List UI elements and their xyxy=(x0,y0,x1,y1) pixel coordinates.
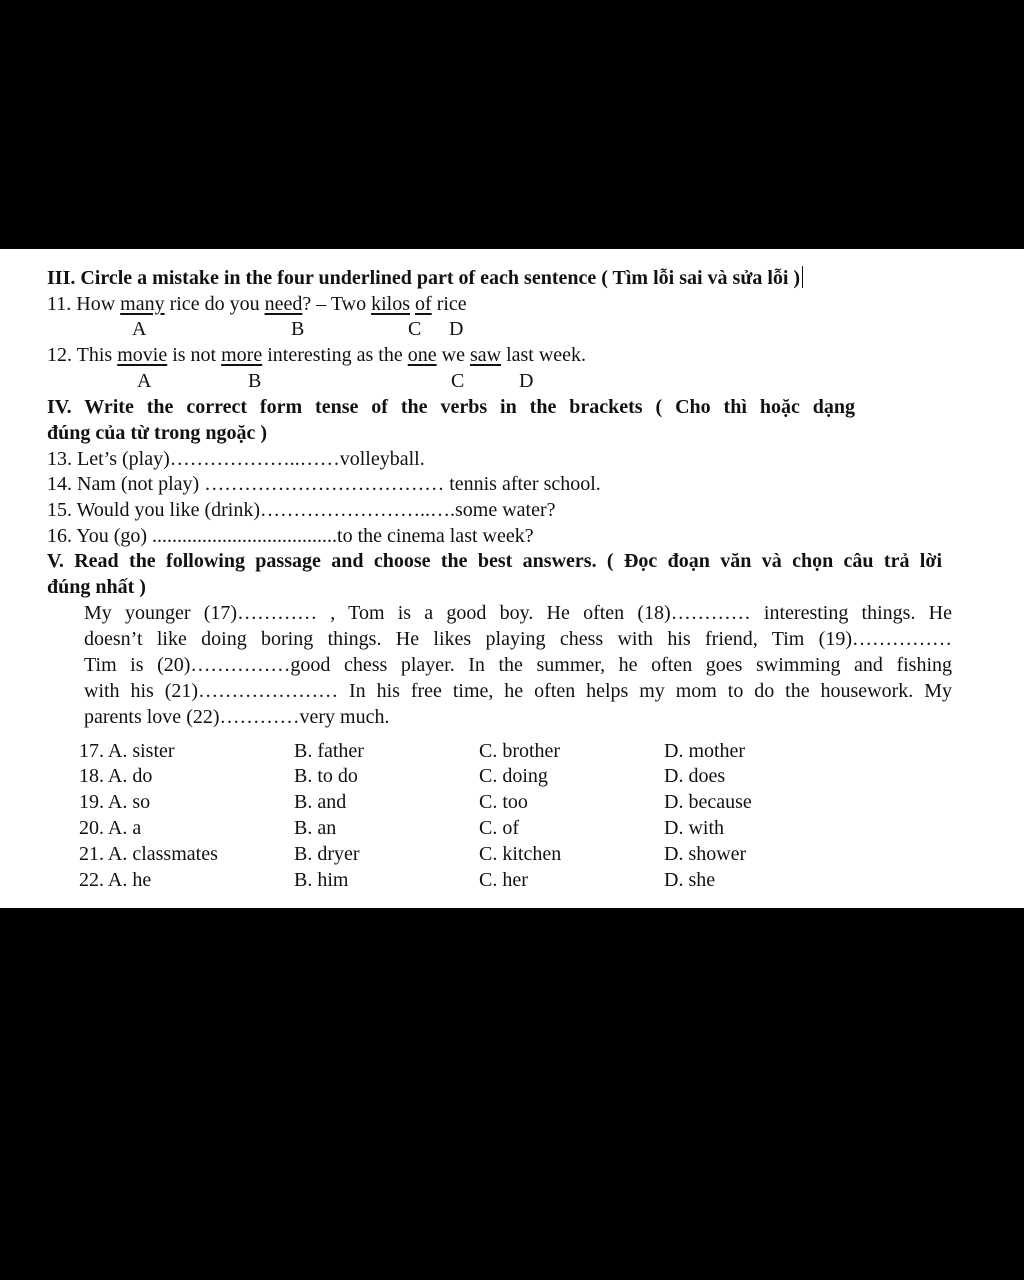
section-iv-heading: IV. Write the correct form tense of the verbs in the brackets ( Cho thì hoặc dạng xyxy=(47,396,855,418)
passage-line: with his (21)………………… In his free time, he often helps my mom to do the housework. My xyxy=(84,680,952,702)
passage-line: doesn’t like doing boring things. He likes playing chess with his friend, Tim (19)…………… xyxy=(84,628,952,650)
option-22-a: 22. A. he xyxy=(79,869,152,891)
option-17-c: C. brother xyxy=(479,740,561,762)
option-20-d: D. with xyxy=(664,817,724,839)
q11-underlined-d: of xyxy=(415,293,432,315)
text-cursor xyxy=(802,266,803,288)
passage-line: Tim is (20)……………good chess player. In the summer, he often goes swimming and fishing xyxy=(84,654,952,676)
section-iii-heading xyxy=(47,266,803,290)
option-19-c: C. too xyxy=(479,791,528,813)
question-15: 15. Would you like (drink)……………………..….some water? xyxy=(47,499,556,521)
q12-text: 12. This xyxy=(47,344,118,366)
option-17-a: 17. A. sister xyxy=(79,740,175,762)
passage-line: parents love (22)…………very much. xyxy=(84,706,390,728)
question-13: 13. Let’s (play)………………..……volleyball. xyxy=(47,448,425,470)
option-19-b: B. and xyxy=(294,791,347,813)
q12-text: we xyxy=(436,344,470,366)
q11-underlined-a: many xyxy=(120,293,165,315)
option-18-c: C. doing xyxy=(479,765,548,787)
q11-text: 11. How xyxy=(47,293,121,315)
option-18-b: B. to do xyxy=(294,765,358,787)
q12-letter-b: B xyxy=(248,370,262,392)
option-21-c: C. kitchen xyxy=(479,843,562,865)
section-iv-heading-cont: đúng của từ trong ngoặc ) xyxy=(47,422,267,444)
section-v-heading: V. Read the following passage and choose the best answers. ( Đọc đoạn văn và chọn câu trả lời xyxy=(47,550,942,572)
option-19-a: 19. A. so xyxy=(79,791,151,813)
section-iii-heading-text: III. Circle a mistake in the four underlined part of each sentence ( Tìm lỗi sai và sửa lỗi ) xyxy=(47,267,801,289)
option-20-a: 20. A. a xyxy=(79,817,142,839)
q11-letter-c: C xyxy=(408,318,422,340)
q12-letter-a: A xyxy=(137,370,152,392)
section-v-heading-cont: đúng nhất ) xyxy=(47,576,146,598)
worksheet-page xyxy=(0,249,1024,908)
q12-text: is not xyxy=(167,344,222,366)
q12-letter-d: D xyxy=(519,370,534,392)
question-14: 14. Nam (not play) ……………………………… tennis after school. xyxy=(47,473,601,495)
option-22-b: B. him xyxy=(294,869,349,891)
question-11 xyxy=(47,292,467,316)
q12-letter-c: C xyxy=(451,370,465,392)
option-20-c: C. of xyxy=(479,817,519,839)
q11-text: ? – Two xyxy=(302,293,372,315)
q11-text: rice xyxy=(431,293,467,315)
q12-text: last week. xyxy=(501,344,587,366)
q12-underlined-b: more xyxy=(221,344,263,366)
q11-letter-d: D xyxy=(449,318,464,340)
option-17-b: B. father xyxy=(294,740,364,762)
passage-line: My younger (17)………… , Tom is a good boy. He often (18)………… interesting things. He xyxy=(84,602,952,624)
option-18-a: 18. A. do xyxy=(79,765,153,787)
option-18-d: D. does xyxy=(664,765,726,787)
option-22-d: D. she xyxy=(664,869,716,891)
q12-text: interesting as the xyxy=(262,344,408,366)
option-21-a: 21. A. classmates xyxy=(79,843,218,865)
question-16: 16. You (go) .....................................to the cinema last week? xyxy=(47,525,534,547)
question-12 xyxy=(47,343,586,367)
option-19-d: D. because xyxy=(664,791,752,813)
option-21-d: D. shower xyxy=(664,843,747,865)
option-22-c: C. her xyxy=(479,869,528,891)
option-21-b: B. dryer xyxy=(294,843,360,865)
q12-underlined-c: one xyxy=(407,344,437,366)
option-20-b: B. an xyxy=(294,817,337,839)
q11-underlined-c: kilos xyxy=(371,293,411,315)
q11-letter-b: B xyxy=(291,318,305,340)
q11-text: rice do you xyxy=(164,293,265,315)
q11-letter-a: A xyxy=(132,318,147,340)
option-17-d: D. mother xyxy=(664,740,746,762)
q12-underlined-d: saw xyxy=(469,344,502,366)
q11-underlined-b: need xyxy=(264,293,303,315)
q12-underlined-a: movie xyxy=(117,344,168,366)
